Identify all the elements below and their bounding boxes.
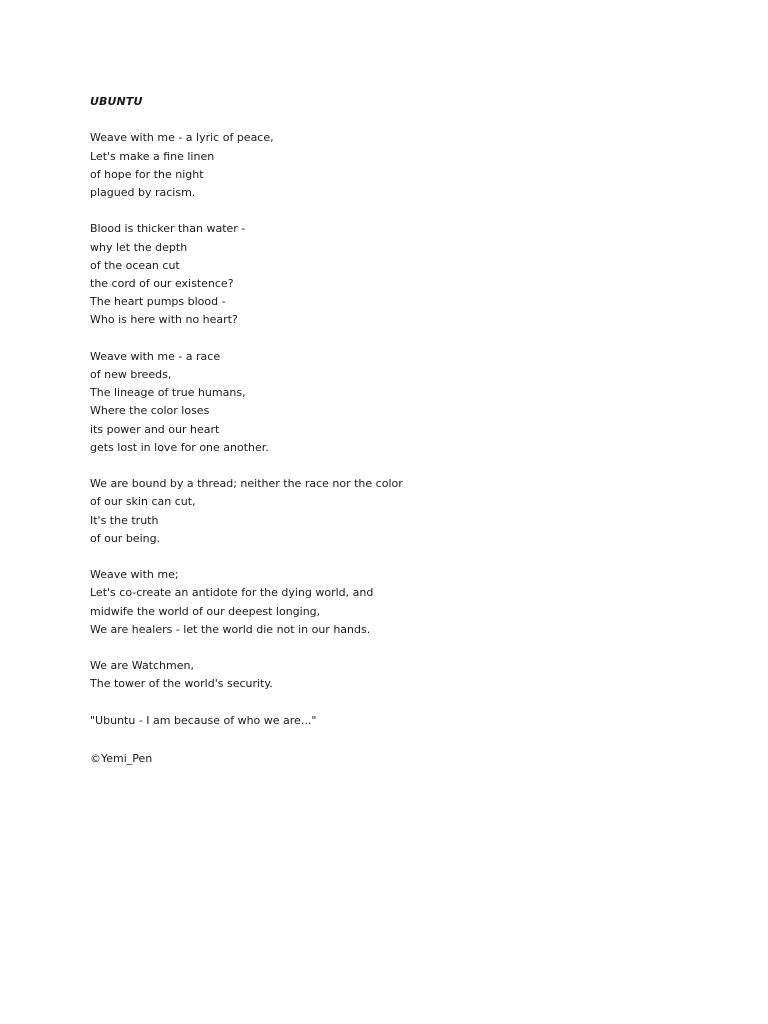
poem-line: the cord of our existence? <box>90 277 234 290</box>
poem-line: why let the depth <box>90 240 188 254</box>
document-page <box>90 93 730 768</box>
poem-line: We are healers - let the world die not in our hands. <box>90 622 371 636</box>
poem-line: of hope for the night <box>90 167 204 181</box>
quote-line: "Ubuntu - I am because of who we are..." <box>90 713 317 727</box>
poem-line: plagued by racism. <box>90 186 196 199</box>
stanza-1 <box>90 129 730 202</box>
poem-line: It's the truth <box>90 513 159 527</box>
closing-quote <box>90 712 730 730</box>
poem-line: of the ocean cut <box>90 258 180 272</box>
poem-line: Where the color loses <box>90 404 210 418</box>
poem-line: of new breeds, <box>90 368 172 381</box>
stanza-6 <box>90 657 730 693</box>
stanza-4 <box>90 475 730 548</box>
stanza-2 <box>90 220 730 329</box>
stanza-3 <box>90 348 730 457</box>
poem-line: its power and our heart <box>90 422 220 436</box>
poem-line: The heart pumps blood - <box>90 295 226 309</box>
poem-line: Who is here with no heart? <box>90 313 238 327</box>
poem-title: UBUNTU <box>90 95 143 108</box>
poem-line: of our being. <box>90 531 161 545</box>
poem-line: We are Watchmen, <box>90 659 194 673</box>
poem-line: Blood is thicker than water - <box>90 222 246 236</box>
poem-line: Weave with me; <box>90 568 179 582</box>
poem-line: of our skin can cut, <box>90 495 196 509</box>
poem-line: Let's co-create an antidote for the dying world, and <box>90 586 374 600</box>
poem-line: Weave with me - a race <box>90 349 221 363</box>
poem-line: gets lost in love for one another. <box>90 440 269 454</box>
author-signature: ©Yemi_Pen <box>90 752 153 765</box>
poem-line: We are bound by a thread; neither the race nor the color <box>90 477 403 491</box>
poem-line: The lineage of true humans, <box>90 386 246 400</box>
poem-line: Weave with me - a lyric of peace, <box>90 131 274 145</box>
poem-line: midwife the world of our deepest longing, <box>90 604 321 618</box>
stanza-5 <box>90 566 730 639</box>
poem-line: The tower of the world's security. <box>90 677 273 691</box>
poem-line: Let's make a fine linen <box>90 149 215 163</box>
